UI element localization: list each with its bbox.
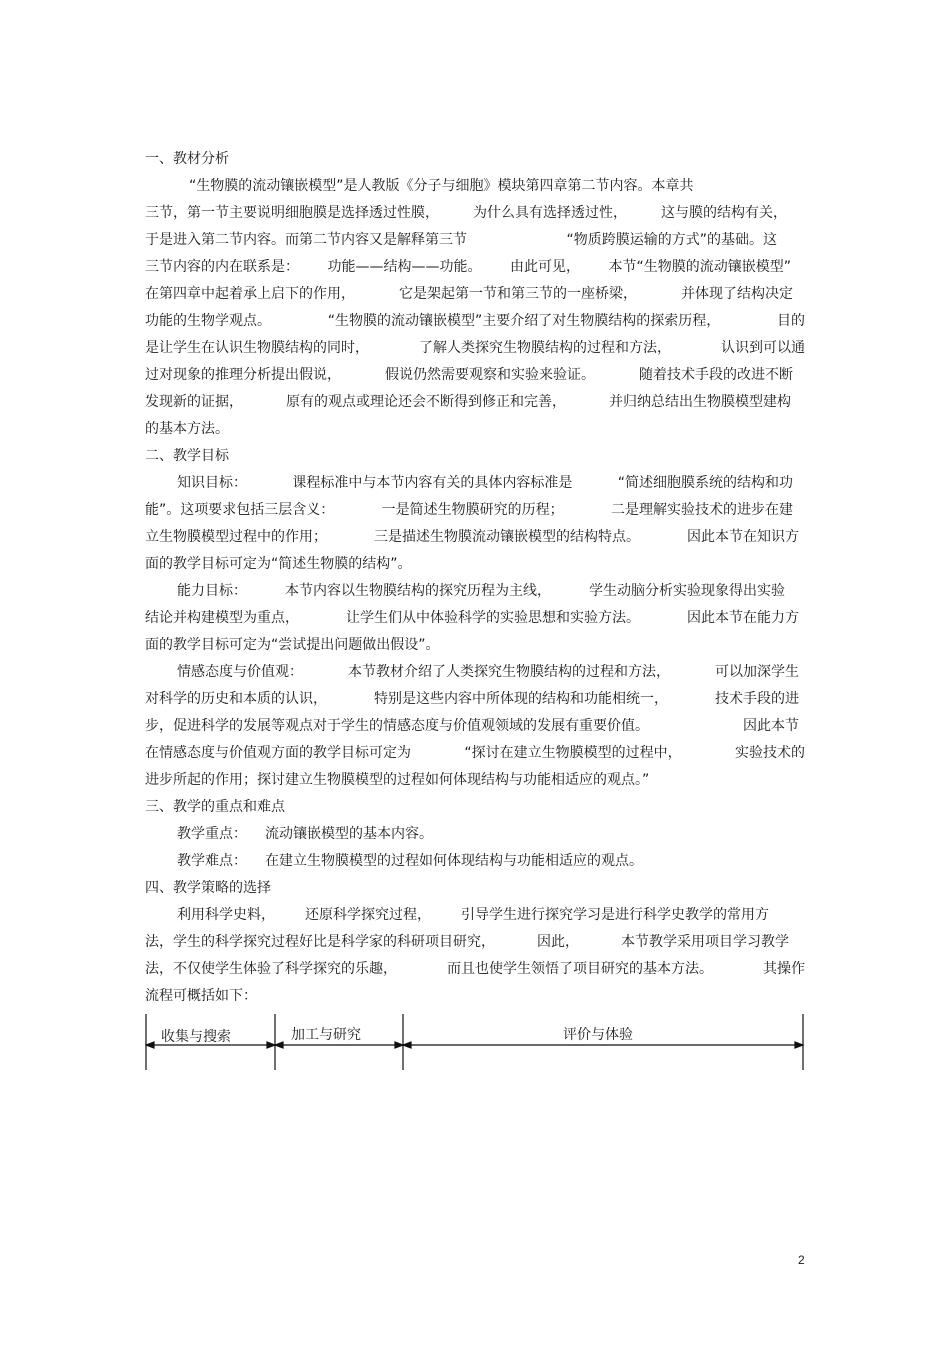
paragraph-line: 三节内容的内在联系是： 功能——结构——功能。 由此可见， 本节“生物膜的流动镶嵌模型” — [145, 259, 791, 275]
paragraph-line: 三节，第一节主要说明细胞膜是选择透过性膜， 为什么具有选择透过性， 这与膜的结构有关， — [145, 205, 787, 221]
paragraph-line: 发现新的证据， 原有的观点或理论还会不断得到修正和完善， 并归纳总结出生物膜模型建构 — [145, 394, 791, 410]
flow-stage-label: 收集与搜索 — [161, 1029, 231, 1045]
paragraph-line: 过对现象的推理分析提出假说， 假说仍然需要观察和实验来验证。 随着技术手段的改进不断 — [145, 367, 793, 383]
section-heading-3: 三、教学的重点和难点 — [145, 799, 285, 815]
page-number: 2 — [798, 1253, 805, 1267]
paragraph-line: 流程可概括如下： — [145, 988, 257, 1004]
paragraph-line: 于是进入第二节内容。而第二节内容又是解释第三节 “物质跨膜运输的方式”的基础。这 — [145, 232, 777, 248]
paragraph-line: 的基本方法。 — [145, 421, 229, 437]
section-heading-1: 一、教材分析 — [145, 151, 229, 167]
paragraph-line: 法，学生的科学探究过程好比是科学家的科研项目研究， 因此， 本节教学采用项目学习教学 — [145, 934, 789, 950]
paragraph-line: 是让学生在认识生物膜结构的同时， 了解人类探究生物膜结构的过程和方法， 认识到可以通 — [145, 340, 805, 356]
paragraph-line: 立生物膜模型过程中的作用； 三是描述生物膜流动镶嵌模型的结构特点。 因此本节在知识方 — [145, 529, 799, 545]
flow-stage-label: 加工与研究 — [291, 1027, 361, 1043]
paragraph-line: 对科学的历史和本质的认识， 特别是这些内容中所体现的结构和功能相统一， 技术手段的进 — [145, 691, 799, 707]
paragraph-line: 结论并构建模型为重点， 让学生们从中体验科学的实验思想和实验方法。 因此本节在能力方 — [145, 610, 799, 626]
paragraph-line: 情感态度与价值观： 本节教材介绍了人类探究生物膜结构的过程和方法， 可以加深学生 — [177, 664, 799, 680]
paragraph-line: 步，促进科学的发展等观点对于学生的情感态度与价值观领域的发展有重要价值。 因此本节 — [145, 718, 799, 734]
flow-stage-label: 评价与体验 — [563, 1027, 633, 1043]
paragraph-line: 面的教学目标可定为“简述生物膜的结构”。 — [145, 556, 412, 572]
paragraph-line: 能力目标： 本节内容以生物膜结构的探究历程为主线， 学生动脑分析实验现象得出实验 — [177, 583, 785, 599]
paragraph-line: 教学难点： 在建立生物膜模型的过程如何体现结构与功能相适应的观点。 — [177, 853, 643, 869]
process-flow-diagram — [145, 1012, 805, 1072]
section-heading-4: 四、教学策略的选择 — [145, 880, 271, 896]
paragraph-line: 教学重点： 流动镶嵌模型的基本内容。 — [177, 826, 433, 842]
flow-arrowhead — [403, 1042, 411, 1048]
flow-arrowhead — [275, 1042, 283, 1048]
flow-arrowhead — [795, 1042, 803, 1048]
document-body — [145, 146, 805, 1010]
paragraph-line: 进步所起的作用；探讨建立生物膜模型的过程如何体现结构与功能相适应的观点。” — [145, 772, 650, 788]
paragraph-line: 面的教学目标可定为“尝试提出问题做出假设”。 — [145, 637, 440, 653]
paragraph-line: 能”。这项要求包括三层含义： 一是简述生物膜研究的历程； 二是理解实验技术的进步在建 — [145, 502, 793, 518]
paragraph-line: 在第四章中起着承上启下的作用， 它是架起第一节和第三节的一座桥梁， 并体现了结构决定 — [145, 286, 793, 302]
paragraph-line: 利用科学史料， 还原科学探究过程， 引导学生进行探究学习是进行科学史教学的常用方 — [177, 907, 769, 923]
flow-arrows — [145, 1012, 805, 1072]
paragraph-line: 在情感态度与价值观方面的教学目标可定为 “探讨在建立生物膜模型的过程中， 实验技术的 — [145, 745, 805, 761]
paragraph-line: “生物膜的流动镶嵌模型”是人教版《分子与细胞》模块第四章第二节内容。本章共 — [189, 178, 694, 194]
flow-arrowhead — [146, 1042, 154, 1048]
paragraph-line: 法，不仅使学生体验了科学探究的乐趣， 而且也使学生领悟了项目研究的基本方法。 其操作 — [145, 961, 805, 977]
paragraph-line: 功能的生物学观点。 “生物膜的流动镶嵌模型”主要介绍了对生物膜结构的探索历程， 目的 — [145, 313, 805, 329]
section-heading-2: 二、教学目标 — [145, 448, 229, 464]
paragraph-line: 知识目标： 课程标准中与本节内容有关的具体内容标准是 “简述细胞膜系统的结构和功 — [177, 475, 793, 491]
